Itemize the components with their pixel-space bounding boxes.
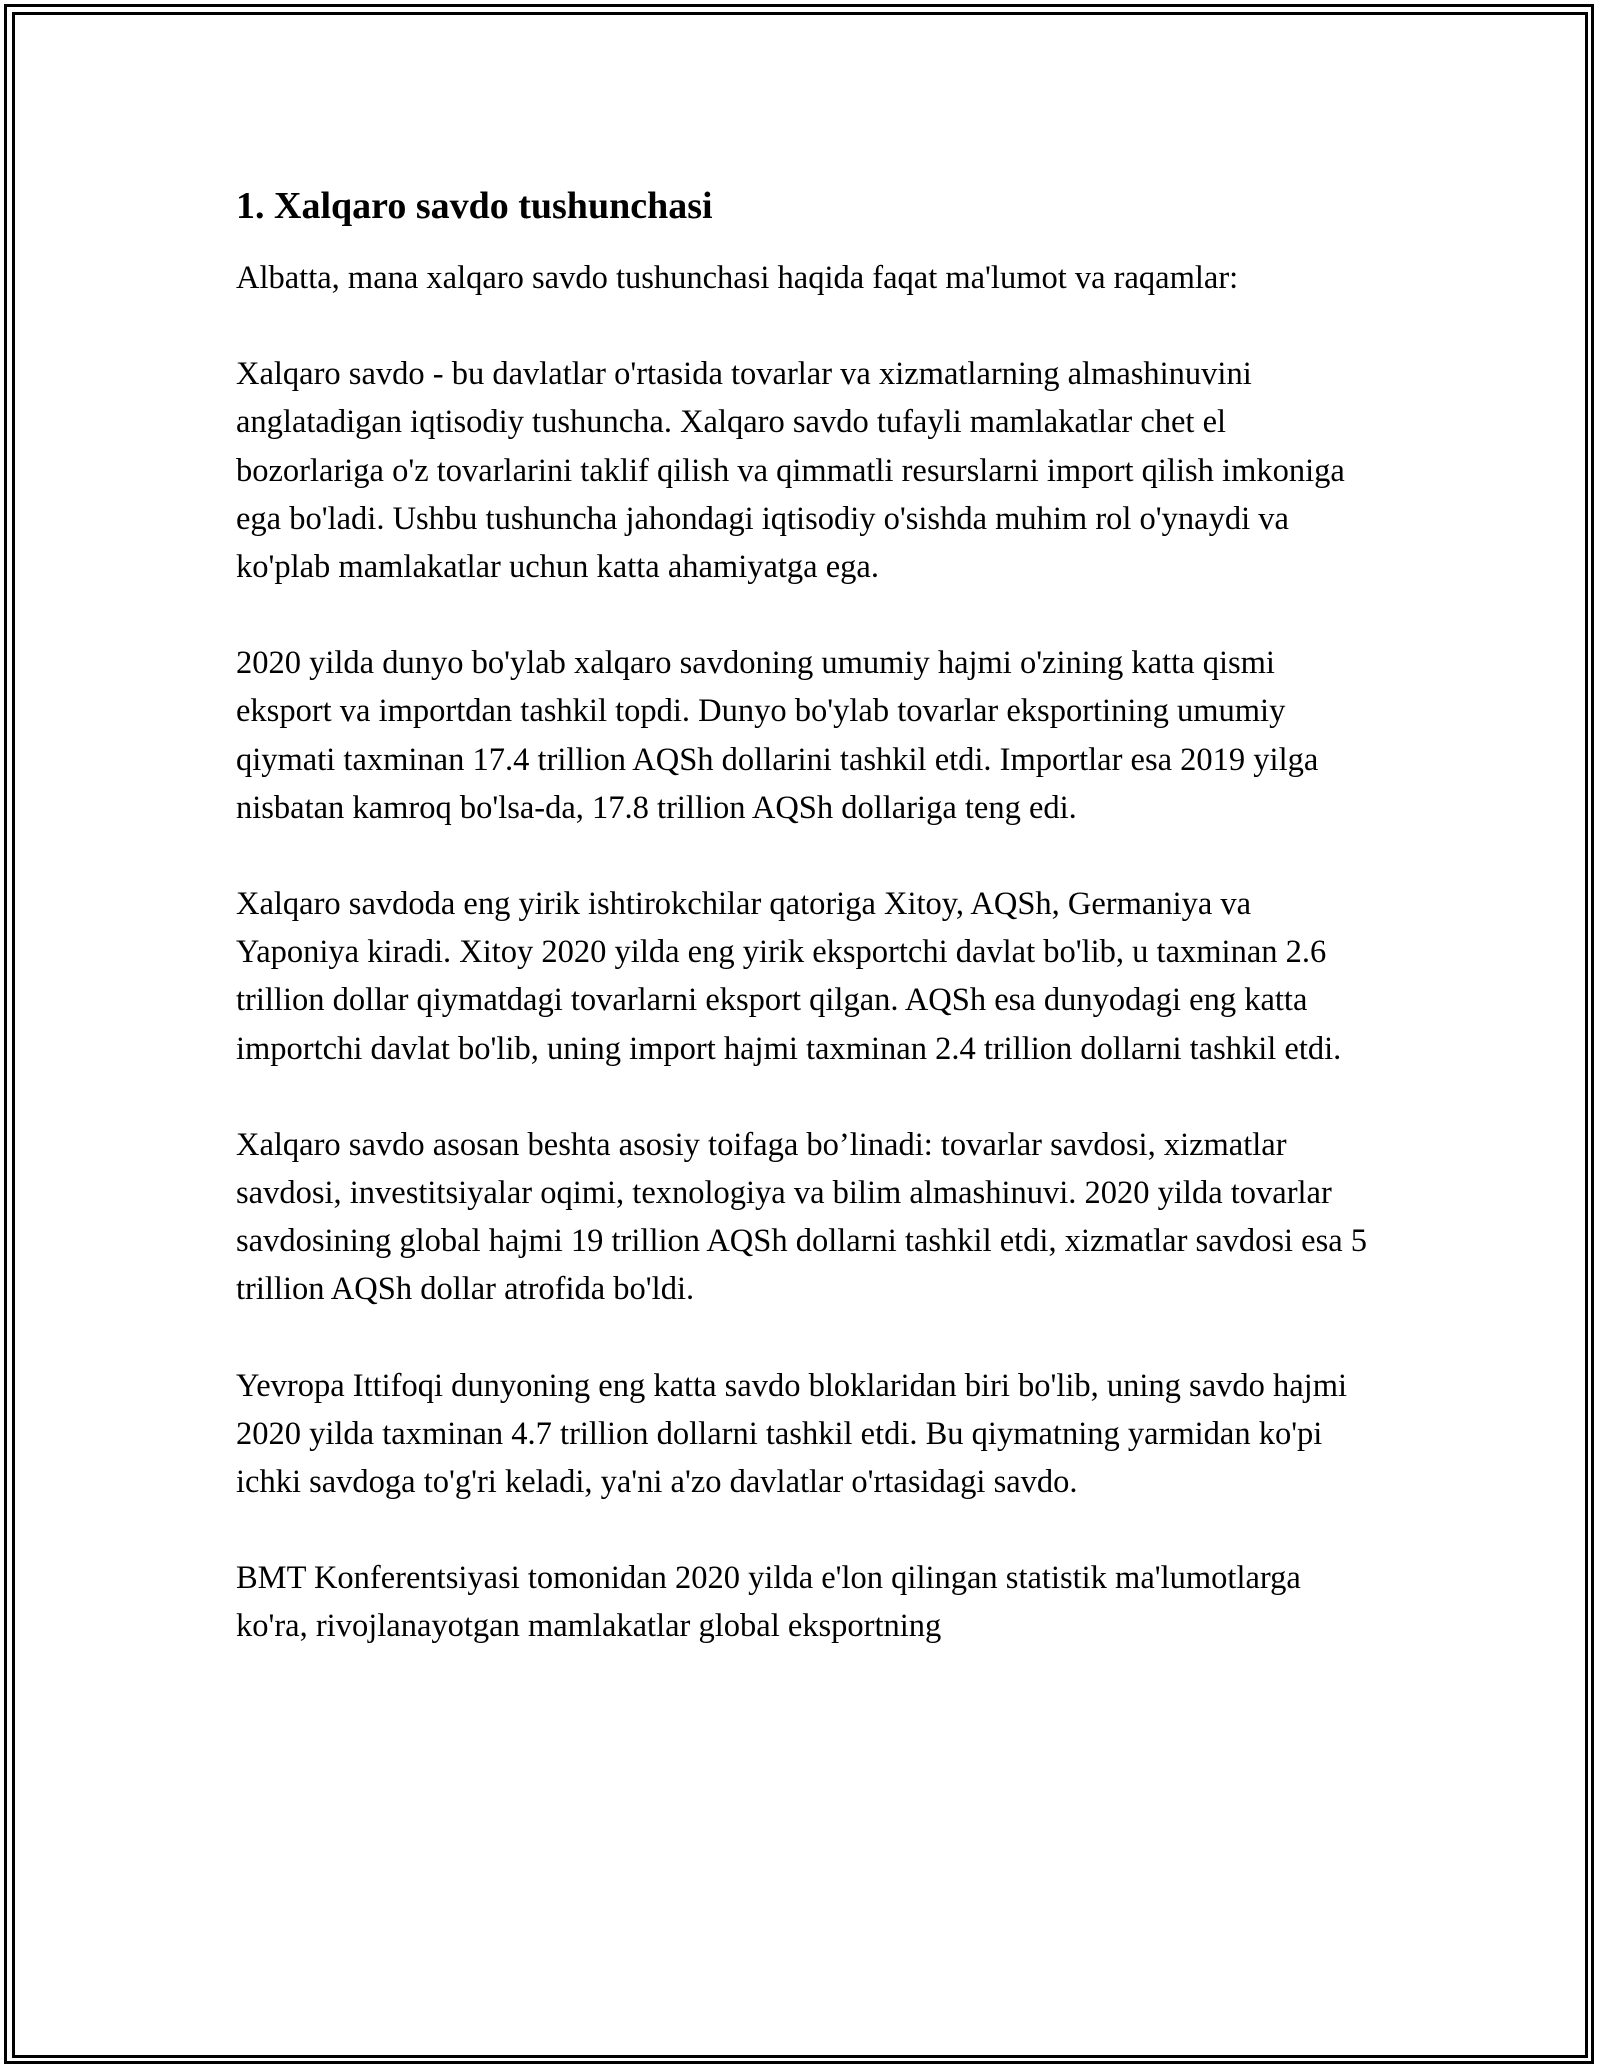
paragraph-definition: Xalqaro savdo - bu davlatlar o'rtasida tovarlar va xizmatlarning almashinuvini anglatadigan iqtisodiy tushuncha. Xalqaro savdo tufayli mamlakatlar chet el bozorlariga o'z tovarlarini taklif qilish va qimmatli resurslarni import qilish imkoniga ega bo'ladi. Ushbu tushuncha jahondagi iqtisodiy o'sishda muhim rol o'ynaydi va ko'plab mamlakatlar uchun katta ahamiyatga ega.: [236, 356, 1345, 586]
paragraph-major-participants: Xalqaro savdoda eng yirik ishtirokchilar qatoriga Xitoy, AQSh, Germaniya va Yaponiya kiradi. Xitoy 2020 yilda eng yirik eksportchi davlat bo'lib, u taxminan 2.6 trillion dollar qiymatdagi tovarlarni eksport qilgan. AQSh esa dunyodagi eng katta importchi davlat bo'lib, uning import hajmi taxminan 2.4 trillion dollarni tashkil etdi.: [236, 886, 1342, 1067]
paragraph-2020-volume: 2020 yilda dunyo bo'ylab xalqaro savdoning umumiy hajmi o'zining katta qismi eksport va importdan tashkil topdi. Dunyo bo'ylab tovarlar eksportining umumiy qiymati taxminan 17.4 trillion AQSh dollarini tashkil etdi. Importlar esa 2019 yilga nisbatan kamroq bo'lsa-da, 17.8 trillion AQSh dollariga teng edi.: [236, 645, 1319, 826]
paragraph-categories: Xalqaro savdo asosan beshta asosiy toifaga bo’linadi: tovarlar savdosi, xizmatlar savdosi, investitsiyalar oqimi, texnologiya va bilim almashinuvi. 2020 yilda tovarlar savdosining global hajmi 19 trillion AQSh dollarni tashkil etdi, xizmatlar savdosi esa 5 trillion AQSh dollar atrofida bo'ldi.: [236, 1126, 1368, 1308]
intro-paragraph: Albatta, mana xalqaro savdo tushunchasi haqida faqat ma'lumot va raqamlar:: [236, 260, 1239, 296]
document-body: [236, 182, 1376, 1699]
section-heading: 1. Xalqaro savdo tushunchasi: [236, 185, 713, 227]
paragraph-european-union: Yevropa Ittifoqi dunyoning eng katta savdo bloklaridan biri bo'lib, uning savdo hajmi 2020 yilda taxminan 4.7 trillion dollarni tashkil etdi. Bu qiymatning yarmidan ko'pi ichki savdoga to'g'ri keladi, ya'ni a'zo davlatlar o'rtasidagi savdo.: [236, 1367, 1348, 1501]
paragraph-un-conference: BMT Konferentsiyasi tomonidan 2020 yilda e'lon qilingan statistik ma'lumotlarga ko'ra, rivojlanayotgan mamlakatlar global eksportning: [236, 1560, 1301, 1645]
